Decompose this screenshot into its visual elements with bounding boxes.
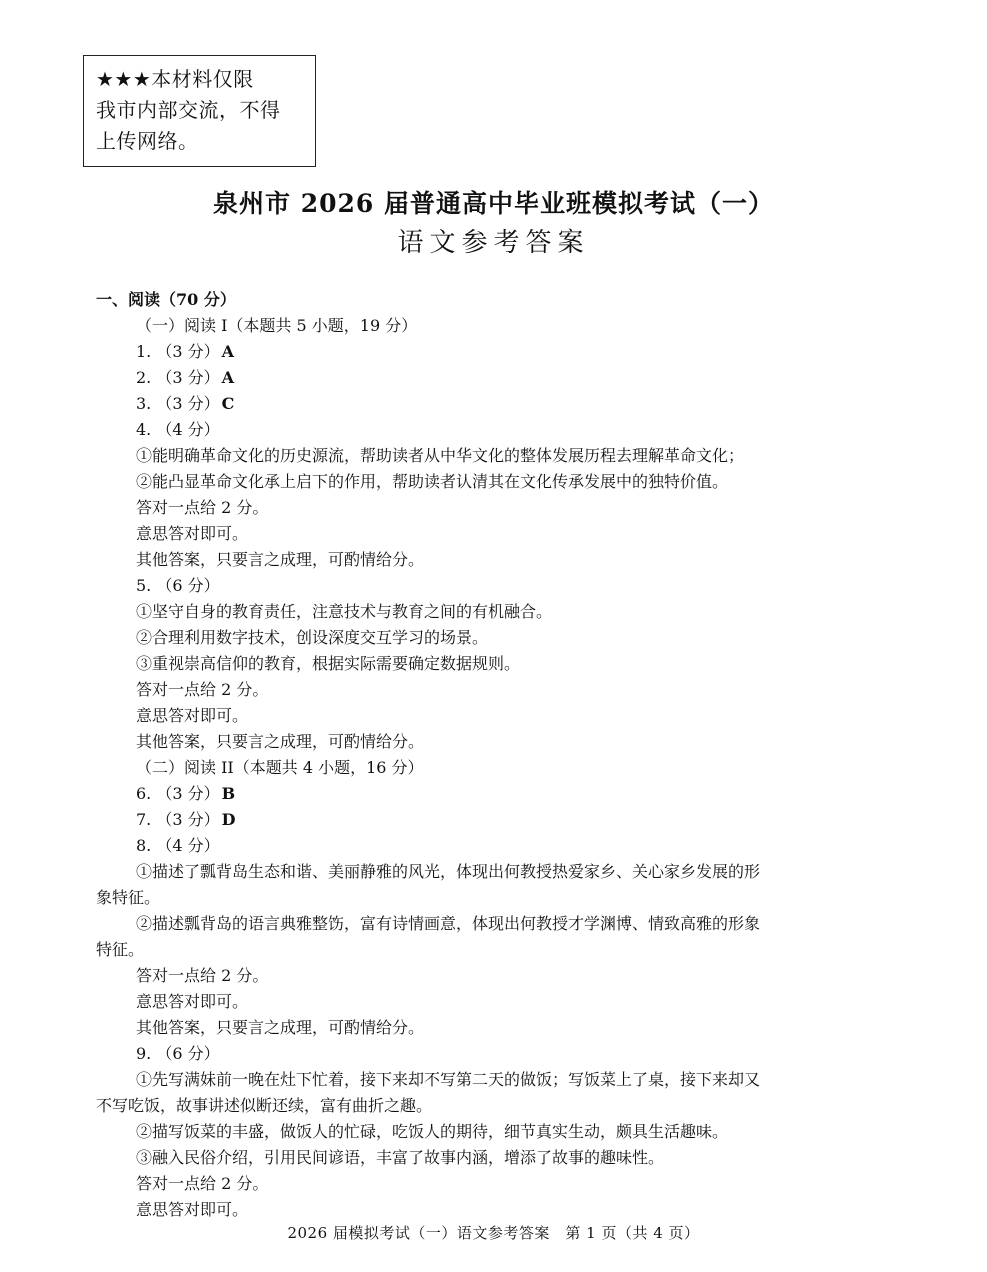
answer-point: ②描述瓢背岛的语言典雅整饬，富有诗情画意，体现出何教授才学渊博、情致高雅的形象 — [136, 914, 761, 933]
scoring-note: 答对一点给 2 分。 — [136, 966, 269, 985]
answer-point: ①先写满妹前一晚在灶下忙着，接下来却不写第二天的做饭；写饭菜上了桌，接下来却又 — [136, 1070, 761, 1089]
scoring-note: 意思答对即可。 — [136, 524, 249, 543]
question-label: 7. （3 分） — [136, 810, 220, 829]
answer-point: ③融入民俗介绍，引用民间谚语，丰富了故事内涵，增添了故事的趣味性。 — [136, 1148, 665, 1167]
answer-point-continued: 不写吃饭，故事讲述似断还续，富有曲折之趣。 — [96, 1096, 433, 1115]
answer-letter: B — [221, 784, 236, 803]
scoring-note: 意思答对即可。 — [136, 1200, 249, 1219]
question-label: 1. （3 分） — [136, 342, 220, 361]
answer-letter: D — [221, 810, 236, 829]
answer-point: ①能明确革命文化的历史源流，帮助读者从中华文化的整体发展历程去理解革命文化； — [136, 446, 745, 465]
answer-point: ②合理利用数字技术，创设深度交互学习的场景。 — [136, 628, 489, 647]
answer-point: ①坚守自身的教育责任，注意技术与教育之间的有机融合。 — [136, 602, 553, 621]
notice-line: ★★★本材料仅限 — [96, 67, 254, 91]
question-5-label: 5. （6 分） — [136, 576, 220, 595]
question-3 — [96, 391, 926, 417]
answer-point-continued: 特征。 — [96, 940, 145, 959]
answer-point: ①描述了瓢背岛生态和谐、美丽静雅的风光，体现出何教授热爱家乡、关心家乡发展的形 — [136, 862, 761, 881]
question-9-label: 9. （6 分） — [136, 1044, 220, 1063]
scoring-note: 其他答案，只要言之成理，可酌情给分。 — [136, 1018, 425, 1037]
scoring-note: 意思答对即可。 — [136, 992, 249, 1011]
question-1 — [96, 339, 926, 365]
page-title: 泉州市 2026 届普通高中毕业班模拟考试（一） — [213, 189, 774, 218]
scoring-note: 答对一点给 2 分。 — [136, 680, 269, 699]
scoring-note: 答对一点给 2 分。 — [136, 1174, 269, 1193]
notice-line: 上传网络。 — [96, 129, 199, 153]
answer-letter: A — [221, 342, 235, 361]
scoring-note: 意思答对即可。 — [136, 706, 249, 725]
answer-point: ②描写饭菜的丰盛，做饭人的忙碌，吃饭人的期待，细节真实生动，颇具生活趣味。 — [136, 1122, 729, 1141]
scoring-note: 答对一点给 2 分。 — [136, 498, 269, 517]
question-6 — [96, 781, 926, 807]
part-heading: （二）阅读 II（本题共 4 小题，16 分） — [136, 758, 424, 777]
question-label: 3. （3 分） — [136, 394, 220, 413]
answer-letter: C — [221, 394, 235, 413]
answer-point: ③重视崇高信仰的教育，根据实际需要确定数据规则。 — [136, 654, 521, 673]
part-heading: （一）阅读 I（本题共 5 小题，19 分） — [136, 316, 418, 335]
answer-point: ②能凸显革命文化承上启下的作用，帮助读者认清其在文化传承发展中的独特价值。 — [136, 472, 729, 491]
question-label: 6. （3 分） — [136, 784, 220, 803]
page-subtitle: 语文参考答案 — [397, 228, 590, 258]
page-footer: 2026 届模拟考试（一）语文参考答案 第 1 页（共 4 页） — [287, 1224, 700, 1242]
scoring-note: 其他答案，只要言之成理，可酌情给分。 — [136, 732, 425, 751]
question-7 — [96, 807, 926, 833]
question-2 — [96, 365, 926, 391]
answer-letter: A — [221, 368, 235, 387]
answer-point-continued: 象特征。 — [96, 888, 161, 907]
question-label: 2. （3 分） — [136, 368, 220, 387]
distribution-notice-box — [83, 55, 316, 167]
question-8-label: 8. （4 分） — [136, 836, 220, 855]
answer-content — [96, 287, 926, 1223]
section-heading: 一、阅读（70 分） — [96, 290, 236, 309]
notice-line: 我市内部交流，不得 — [96, 98, 281, 122]
question-4-label: 4. （4 分） — [136, 420, 220, 439]
scoring-note: 其他答案，只要言之成理，可酌情给分。 — [136, 550, 425, 569]
